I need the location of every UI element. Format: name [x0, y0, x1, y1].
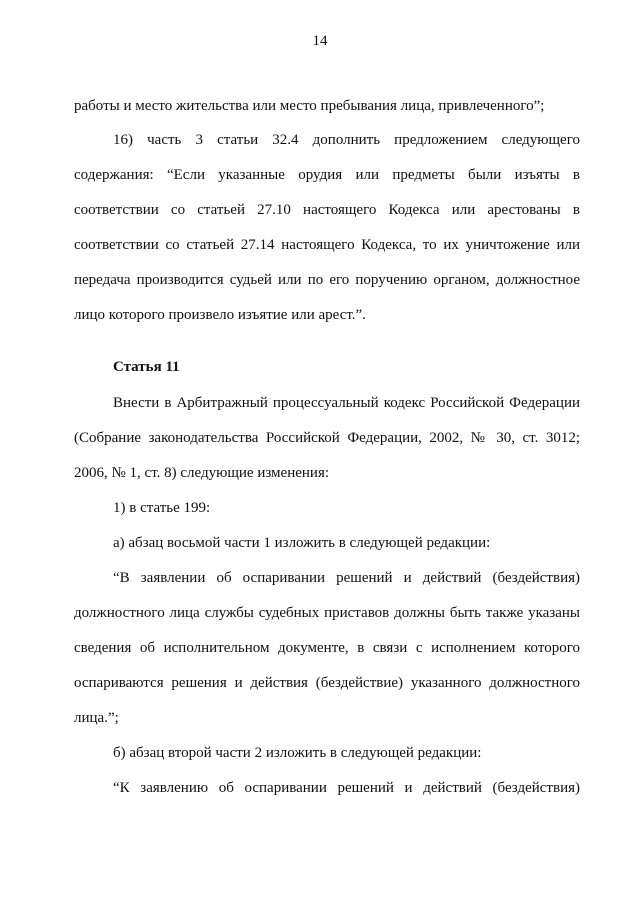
text-line: (Собрание законодательства Российской Федерации, 2002, № 30, ст. 3012;: [74, 430, 580, 446]
page-number: 14: [312, 33, 328, 49]
text-line: “К заявлению об оспаривании решений и действий (бездействия): [113, 780, 580, 796]
text-line: содержания: “Если указанные орудия или предметы были изъяты в: [74, 167, 580, 183]
text-line: 2006, № 1, ст. 8) следующие изменения:: [74, 465, 330, 481]
text-line: 1) в статье 199:: [113, 500, 211, 516]
text-line: 16) часть 3 статьи 32.4 дополнить предложением следующего: [113, 132, 580, 148]
text-line: оспариваются решения и действия (бездействие) указанного должностного: [74, 675, 580, 691]
text-line: работы и место жительства или место пребывания лица, привлеченного”;: [74, 98, 545, 114]
text-line: соответствии со статьей 27.14 настоящего Кодекса, то их уничтожение или: [74, 237, 580, 253]
text-line: Внести в Арбитражный процессуальный кодекс Российской Федерации: [113, 395, 580, 411]
article-heading: Статья 11: [113, 359, 180, 375]
text-line: б) абзац второй части 2 изложить в следующей редакции:: [113, 745, 482, 761]
text-line: соответствии со статьей 27.10 настоящего Кодекса или арестованы в: [74, 202, 580, 218]
text-line: передача производится судьей или по его поручению органом, должностное: [74, 272, 580, 288]
text-line: “В заявлении об оспаривании решений и действий (бездействия): [113, 570, 580, 586]
text-line: сведения об исполнительном документе, в связи с исполнением которого: [74, 640, 580, 656]
text-line: лица.”;: [74, 710, 119, 726]
text-line: должностного лица службы судебных приставов должны быть также указаны: [74, 605, 580, 621]
text-line: а) абзац восьмой части 1 изложить в следующей редакции:: [113, 535, 491, 551]
text-line: лицо которого произвело изъятие или арест.”.: [74, 307, 366, 323]
